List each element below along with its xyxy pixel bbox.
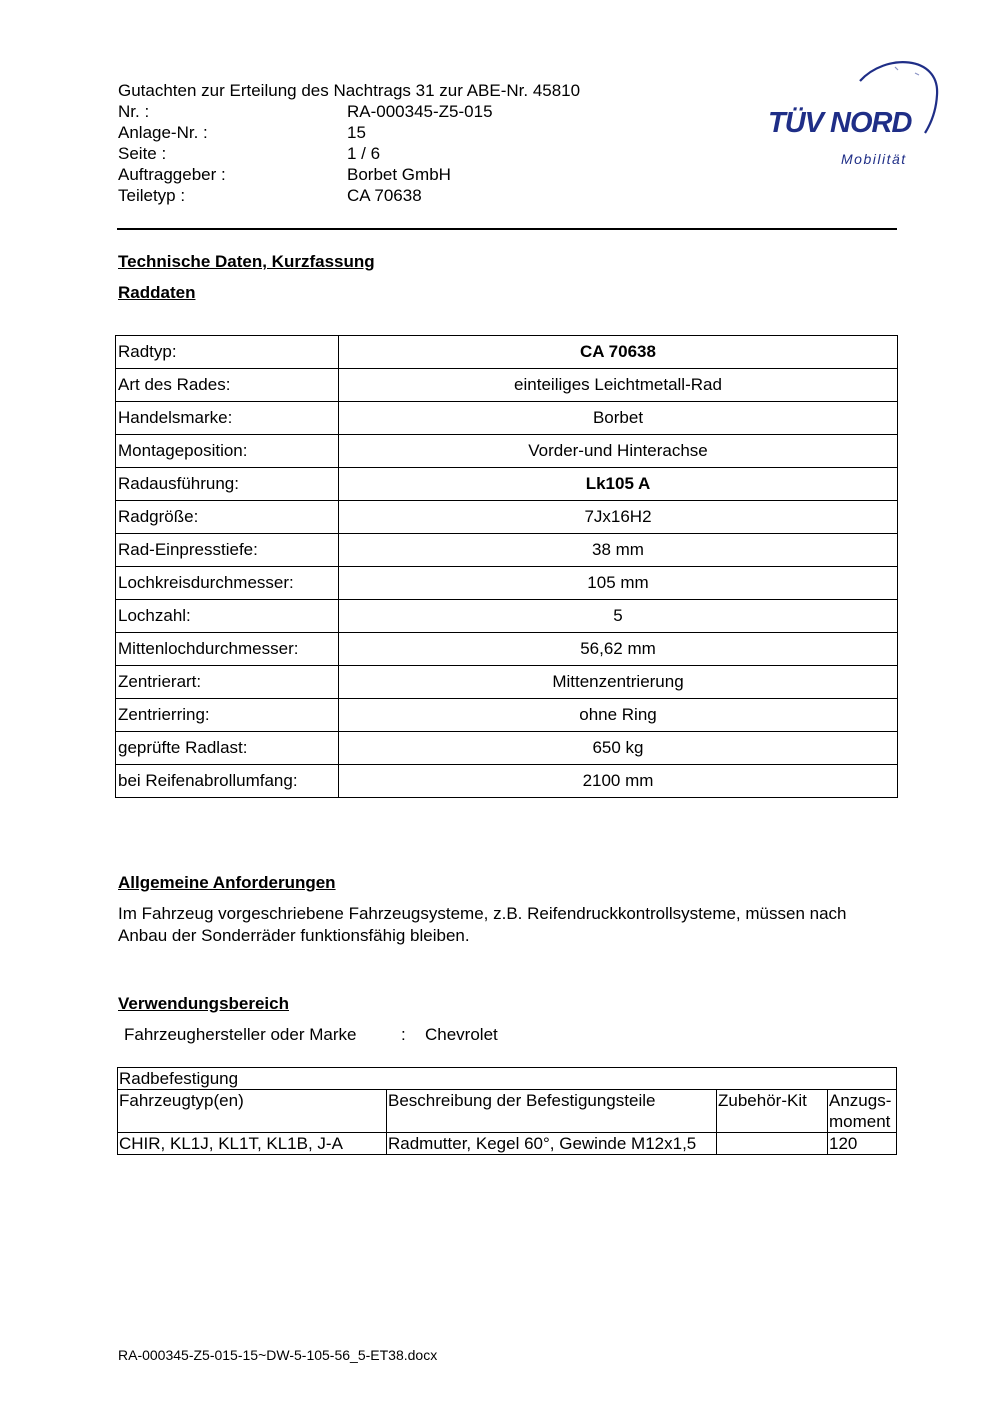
raddaten-value: 105 mm xyxy=(339,567,898,600)
header-fahrzeugtyp: Fahrzeugtyp(en) xyxy=(118,1090,387,1133)
hersteller-separator: : xyxy=(401,1025,406,1044)
cell-anzugsmoment: 120 xyxy=(828,1133,897,1155)
raddaten-label: Radtyp: xyxy=(116,336,339,369)
header-zubehoer-kit: Zubehör-Kit xyxy=(717,1090,828,1133)
table-row xyxy=(116,732,898,765)
cell-zubehoer-kit xyxy=(717,1133,828,1155)
allgemeine-text: Im Fahrzeug vorgeschriebene Fahrzeugsysteme, z.B. Reifendruckkontrollsysteme, müssen nach Anbau der Sonderräder funktionsfähig bleiben. xyxy=(118,904,847,945)
table-row xyxy=(116,435,898,468)
raddaten-value: CA 70638 xyxy=(339,336,898,369)
header-rule xyxy=(117,228,897,230)
raddaten-value: einteiliges Leichtmetall-Rad xyxy=(339,369,898,402)
raddaten-value: 38 mm xyxy=(339,534,898,567)
raddaten-value: Vorder-und Hinterachse xyxy=(339,435,898,468)
raddaten-label: Mittenlochdurchmesser: xyxy=(116,633,339,666)
field-label-seite: Seite : xyxy=(118,144,167,163)
table-row xyxy=(116,666,898,699)
raddaten-label: Art des Rades: xyxy=(116,369,339,402)
raddaten-label: Zentrierart: xyxy=(116,666,339,699)
hersteller-label: Fahrzeughersteller oder Marke xyxy=(124,1025,357,1044)
raddaten-value: 2100 mm xyxy=(339,765,898,798)
raddaten-value: 5 xyxy=(339,600,898,633)
raddaten-label: Lochzahl: xyxy=(116,600,339,633)
table-row xyxy=(116,336,898,369)
raddaten-label: geprüfte Radlast: xyxy=(116,732,339,765)
logo-subtitle: Mobilität xyxy=(841,151,907,167)
field-label-auftraggeber: Auftraggeber : xyxy=(118,165,226,184)
raddaten-value: Lk105 A xyxy=(339,468,898,501)
logo-wordmark: TÜV NORD xyxy=(768,107,912,139)
raddaten-value: ohne Ring xyxy=(339,699,898,732)
field-value-nr: RA-000345-Z5-015 xyxy=(347,102,493,121)
field-label-nr: Nr. : xyxy=(118,102,150,121)
heading-raddaten: Raddaten xyxy=(118,283,196,302)
table-row xyxy=(118,1133,897,1155)
field-value-auftraggeber: Borbet GmbH xyxy=(347,165,451,184)
raddaten-label: Lochkreisdurchmesser: xyxy=(116,567,339,600)
raddaten-label: Rad-Einpresstiefe: xyxy=(116,534,339,567)
field-label-anlage: Anlage-Nr. : xyxy=(118,123,208,142)
raddaten-value: 56,62 mm xyxy=(339,633,898,666)
table-row xyxy=(116,765,898,798)
table-row xyxy=(116,369,898,402)
heading-verwendungsbereich: Verwendungsbereich xyxy=(118,994,289,1013)
table-row xyxy=(116,534,898,567)
table-row xyxy=(116,633,898,666)
heading-technische-daten: Technische Daten, Kurzfassung xyxy=(118,252,375,271)
raddaten-value: Mittenzentrierung xyxy=(339,666,898,699)
table-row xyxy=(116,699,898,732)
document-title: Gutachten zur Erteilung des Nachtrags 31 zur ABE-Nr. 45810 xyxy=(118,81,581,100)
field-value-anlage: 15 xyxy=(347,123,366,142)
header-anzugsmoment: Anzugs- moment xyxy=(828,1090,897,1133)
raddaten-label: Radausführung: xyxy=(116,468,339,501)
table-row xyxy=(116,567,898,600)
raddaten-value: 7Jx16H2 xyxy=(339,501,898,534)
raddaten-label: Handelsmarke: xyxy=(116,402,339,435)
raddaten-value: Borbet xyxy=(339,402,898,435)
field-value-teiletyp: CA 70638 xyxy=(347,186,422,205)
table-row xyxy=(116,501,898,534)
cell-beschreibung: Radmutter, Kegel 60°, Gewinde M12x1,5 xyxy=(387,1133,717,1155)
cell-fahrzeugtyp: CHIR, KL1J, KL1T, KL1B, J-A xyxy=(118,1133,387,1155)
raddaten-label: bei Reifenabrollumfang: xyxy=(116,765,339,798)
raddaten-table xyxy=(115,335,898,798)
radbefestigung-table xyxy=(117,1067,897,1155)
heading-allgemeine-anforderungen: Allgemeine Anforderungen xyxy=(118,873,336,892)
field-label-teiletyp: Teiletyp : xyxy=(118,186,186,205)
table-header-row xyxy=(118,1090,897,1133)
raddaten-label: Montageposition: xyxy=(116,435,339,468)
field-value-seite: 1 / 6 xyxy=(347,144,381,163)
tuv-nord-logo xyxy=(765,55,945,175)
table-row xyxy=(116,402,898,435)
footer-filename: RA-000345-Z5-015-15~DW-5-105-56_5-ET38.docx xyxy=(118,1347,438,1363)
header-beschreibung: Beschreibung der Befestigungsteile xyxy=(387,1090,717,1133)
table-row xyxy=(116,468,898,501)
raddaten-label: Radgröße: xyxy=(116,501,339,534)
raddaten-value: 650 kg xyxy=(339,732,898,765)
radbefestigung-title: Radbefestigung xyxy=(118,1068,897,1090)
table-row xyxy=(116,600,898,633)
raddaten-label: Zentrierring: xyxy=(116,699,339,732)
hersteller-value: Chevrolet xyxy=(425,1025,498,1044)
